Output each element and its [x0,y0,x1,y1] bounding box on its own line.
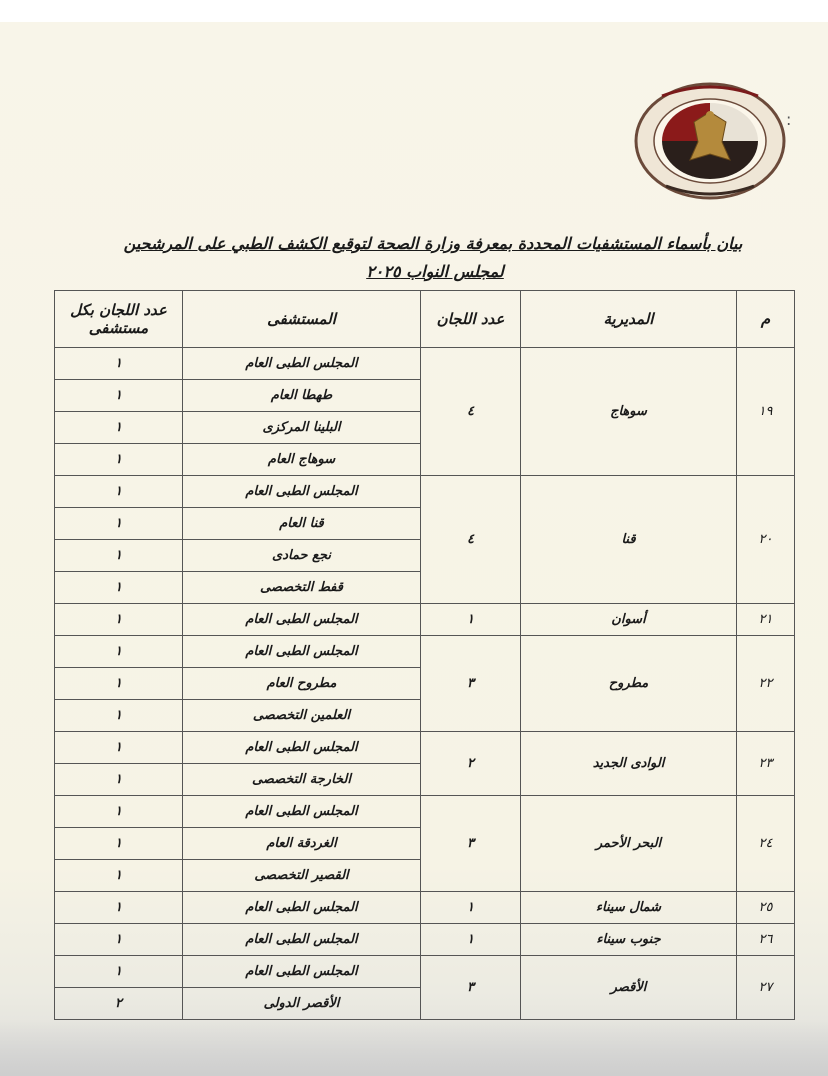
directorate-cell: البحر الأحمر [521,796,737,892]
committees-cell: ١ [421,892,521,924]
hospital-cell: المجلس الطبى العام [183,476,421,508]
per-hospital-count-cell: ١ [55,444,183,476]
table-row [55,924,795,956]
per-hospital-count-cell: ١ [55,572,183,604]
header-committees: عدد اللجان [421,291,521,348]
per-hospital-count-cell: ١ [55,636,183,668]
committees-cell: ١ [421,604,521,636]
header-hospital: المستشفى [183,291,421,348]
per-hospital-count-cell: ١ [55,764,183,796]
table-row [55,636,795,668]
committees-cell: ١ [421,924,521,956]
directorate-cell: شمال سيناء [521,892,737,924]
directorate-cell: قنا [521,476,737,604]
document-title: بيان بأسماء المستشفيات المحددة بمعرفة وزارة الصحة لتوقيع الكشف الطبي على المرشحين [123,234,743,253]
per-hospital-count-cell: ١ [55,476,183,508]
table-row [55,892,795,924]
table-row [55,956,795,988]
hospital-cell: الأقصر الدولى [183,988,421,1020]
hospital-cell: المجلس الطبى العام [183,924,421,956]
hospital-cell: القصير التخصصى [183,860,421,892]
per-hospital-count-cell: ٢ [55,988,183,1020]
per-hospital-count-cell: ١ [55,892,183,924]
hospital-cell: العلمين التخصصى [183,700,421,732]
committees-cell: ٣ [421,956,521,1020]
per-hospital-count-cell: ١ [55,828,183,860]
table-row [55,476,795,508]
hospital-cell: المجلس الطبى العام [183,636,421,668]
per-hospital-count-cell: ١ [55,540,183,572]
committees-cell: ٣ [421,636,521,732]
row-index: ٢٠ [737,476,795,604]
directorate-cell: الوادى الجديد [521,732,737,796]
table-row [55,732,795,764]
per-hospital-count-cell: ١ [55,860,183,892]
hospital-cell: نجع حمادى [183,540,421,572]
row-index: ٢٧ [737,956,795,1020]
hospital-cell: البلينا المركزى [183,412,421,444]
directorate-cell: أسوان [521,604,737,636]
hospital-cell: قنا العام [183,508,421,540]
hospital-cell: سوهاج العام [183,444,421,476]
scan-shadow [0,1020,828,1076]
hospital-cell: مطروح العام [183,668,421,700]
per-hospital-count-cell: ١ [55,604,183,636]
row-index: ٢٣ [737,732,795,796]
hospital-cell: الخارجة التخصصى [183,764,421,796]
top-margin [0,0,828,22]
hospital-cell: طهطا العام [183,380,421,412]
hospital-cell: المجلس الطبى العام [183,956,421,988]
table-header-row [55,291,795,348]
hospital-cell: المجلس الطبى العام [183,348,421,380]
directorate-cell: جنوب سيناء [521,924,737,956]
hospital-cell: المجلس الطبى العام [183,732,421,764]
hospital-cell: قفط التخصصى [183,572,421,604]
directorate-cell: سوهاج [521,348,737,476]
hospital-cell: المجلس الطبى العام [183,796,421,828]
hospitals-table [54,290,795,1020]
per-hospital-count-cell: ١ [55,412,183,444]
per-hospital-count-cell: ١ [55,796,183,828]
document-subtitle: لمجلس النواب ٢٠٢٥ [366,262,504,281]
per-hospital-count-cell: ١ [55,700,183,732]
national-election-authority-seal [632,82,788,200]
row-index: ٢٢ [737,636,795,732]
per-hospital-count-cell: ١ [55,668,183,700]
per-hospital-count-cell: ١ [55,508,183,540]
hospital-cell: المجلس الطبى العام [183,604,421,636]
row-index: ٢١ [737,604,795,636]
committees-cell: ٢ [421,732,521,796]
committees-cell: ٣ [421,796,521,892]
hospital-cell: المجلس الطبى العام [183,892,421,924]
table-row [55,348,795,380]
row-index: ٢٤ [737,796,795,892]
header-per-hospital: عدد اللجان بكل مستشفى [55,291,183,348]
row-index: ١٩ [737,348,795,476]
directorate-cell: مطروح [521,636,737,732]
row-index: ٢٦ [737,924,795,956]
per-hospital-count-cell: ١ [55,956,183,988]
table-row [55,604,795,636]
per-hospital-count-cell: ١ [55,732,183,764]
table-row [55,796,795,828]
per-hospital-count-cell: ١ [55,924,183,956]
row-index: ٢٥ [737,892,795,924]
per-hospital-count-cell: ١ [55,348,183,380]
committees-cell: ٤ [421,348,521,476]
header-index: م [737,291,795,348]
directorate-cell: الأقصر [521,956,737,1020]
committees-cell: ٤ [421,476,521,604]
margin-mark: : [786,110,792,129]
hospital-cell: الغردقة العام [183,828,421,860]
per-hospital-count-cell: ١ [55,380,183,412]
header-directorate: المديرية [521,291,737,348]
